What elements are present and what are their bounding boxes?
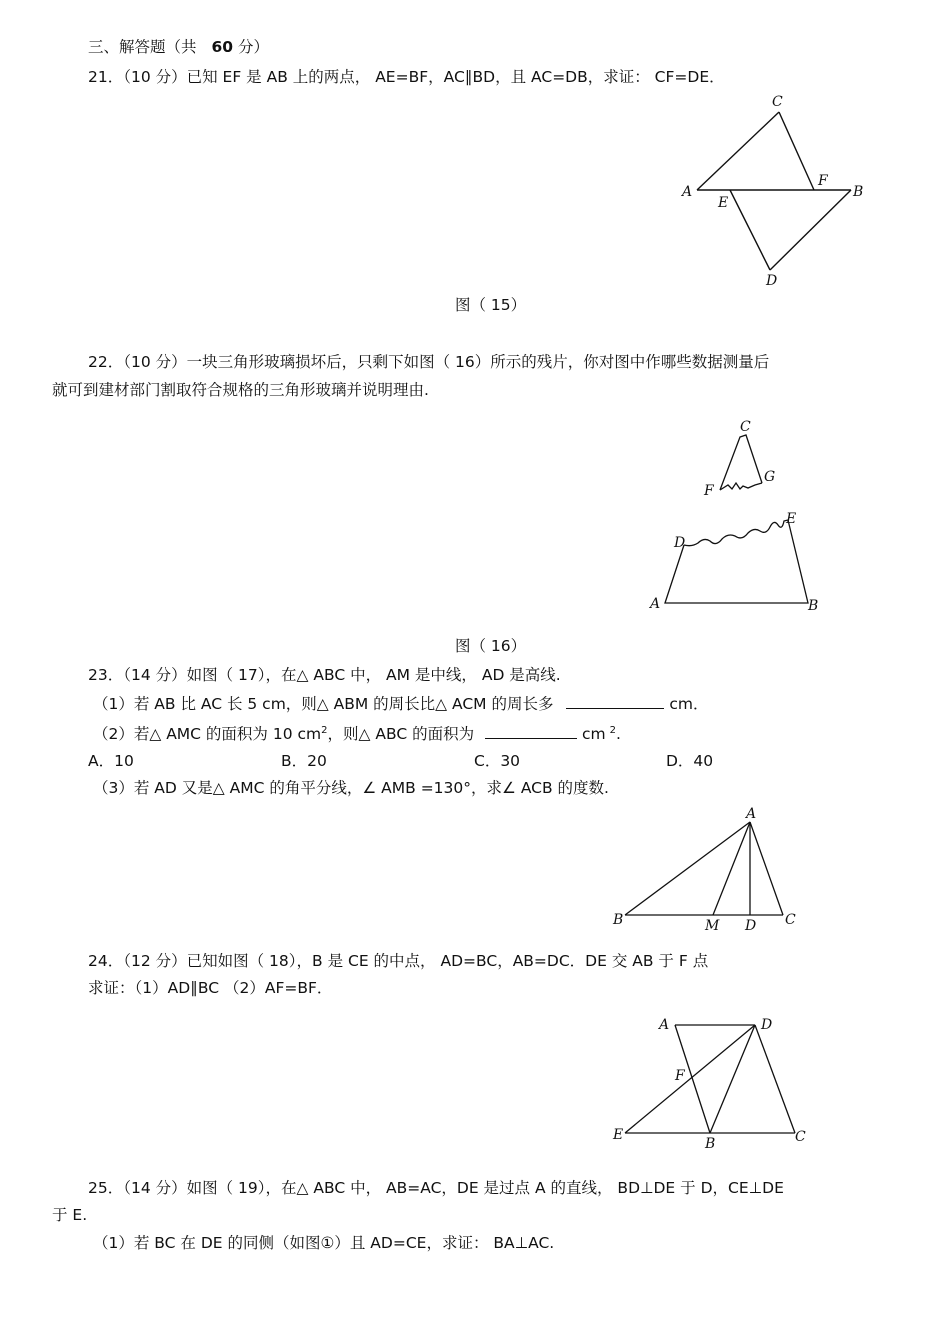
fig15-label-a: A: [682, 184, 693, 200]
figure-18: [605, 1005, 815, 1155]
fig15-label-c: C: [772, 94, 783, 110]
section-unit: 分）: [237, 38, 269, 56]
q23-part2-end: .: [615, 725, 621, 744]
q21-text: 21．（10 分）已知 EF 是 AB 上的两点， AE=BF，AC∥BD，且 AC=DB，求证： CF=DE．: [88, 68, 725, 86]
fig15-label-e: E: [718, 195, 729, 211]
fig17-label-b: B: [613, 912, 624, 928]
q23-part2-text: （2）若△ AMC 的面积为 10 cm: [93, 725, 322, 744]
q23-option-a: A．10: [88, 752, 134, 770]
fig15-label-b: B: [853, 184, 864, 200]
section-label: 三、解答题（共: [88, 38, 197, 56]
figure-17: [605, 802, 805, 937]
q23-option-b: B．20: [281, 752, 327, 770]
q23-part2-blank[interactable]: [485, 722, 577, 739]
section-score: 60: [211, 38, 234, 56]
q22-line2: 就可到建材部门割取符合规格的三角形玻璃并说明理由.: [52, 381, 429, 399]
section-header: [88, 37, 269, 57]
fig18-label-f: F: [675, 1068, 685, 1084]
q23-part2-sup: 2: [321, 725, 328, 736]
fig16-label-g: G: [764, 469, 776, 485]
q23-option-d: D．40: [666, 752, 714, 770]
fig17-label-c: C: [785, 912, 796, 928]
figure-16-caption: 图（ 16）: [455, 637, 527, 655]
fig16-label-f: F: [704, 483, 714, 499]
figure-15-caption: 图（ 15）: [455, 296, 527, 314]
q23-part1: [93, 692, 708, 714]
q25-line3: （1）若 BC 在 DE 的同侧（如图①）且 AD=CE，求证： BA⊥AC.: [93, 1234, 555, 1252]
fig16-label-a: A: [650, 596, 661, 612]
q23-option-c: C．30: [474, 752, 521, 770]
q23-part3: （3）若 AD 又是△ AMC 的角平分线，∠ AMB =130°，求∠ ACB 的度数.: [93, 779, 609, 797]
fig17-label-m: M: [705, 918, 720, 934]
q23-part2-unit: cm: [581, 725, 606, 744]
q25-line2: 于 E.: [52, 1206, 88, 1224]
q23-stem: 23．（14 分）如图（ 17），在△ ABC 中， AM 是中线， AD 是高线.: [88, 666, 561, 684]
q24-line2: 求证：（1）AD∥BC （2）AF=BF．: [88, 979, 333, 997]
fig16-label-b: B: [808, 598, 819, 614]
q25-line1: 25．（14 分）如图（ 19），在△ ABC 中， AB=AC，DE 是过点 A 的直线， BD⊥DE 于 D，CE⊥DE: [88, 1179, 784, 1197]
q23-part2-sup2: 2: [609, 725, 616, 736]
q24-line1: 24．（12 分）已知如图（ 18），B 是 CE 的中点， AD=BC，AB=DC．DE 交 AB 于 F 点: [88, 952, 709, 970]
q23-part2-mid: ，则△ ABC 的面积为: [327, 725, 475, 744]
fig15-label-f: F: [818, 173, 828, 189]
q22-line1: 22．（10 分）一块三角形玻璃损坏后，只剩下如图（ 16）所示的残片，你对图中作哪些数据测量后: [88, 353, 770, 371]
fig16-label-e: E: [786, 511, 797, 527]
fig17-label-d: D: [745, 918, 757, 934]
fig18-label-b: B: [705, 1136, 716, 1152]
fig18-label-a: A: [659, 1017, 670, 1033]
fig15-label-d: D: [766, 273, 778, 289]
q23-part2: [93, 721, 621, 744]
fig18-label-e: E: [613, 1127, 624, 1143]
fig18-label-d: D: [761, 1017, 773, 1033]
figure-15: [670, 90, 870, 290]
fig16-label-c: C: [740, 419, 751, 435]
q23-part1-text: （1）若 AB 比 AC 长 5 cm，则△ ABM 的周长比△ ACM 的周长多: [93, 695, 554, 713]
fig17-label-a: A: [746, 806, 757, 822]
fig18-label-c: C: [795, 1129, 806, 1145]
q23-part1-blank[interactable]: [566, 692, 664, 709]
fig16-label-d: D: [674, 535, 686, 551]
figure-16: [640, 415, 840, 620]
q23-part1-unit: cm．: [669, 695, 709, 713]
